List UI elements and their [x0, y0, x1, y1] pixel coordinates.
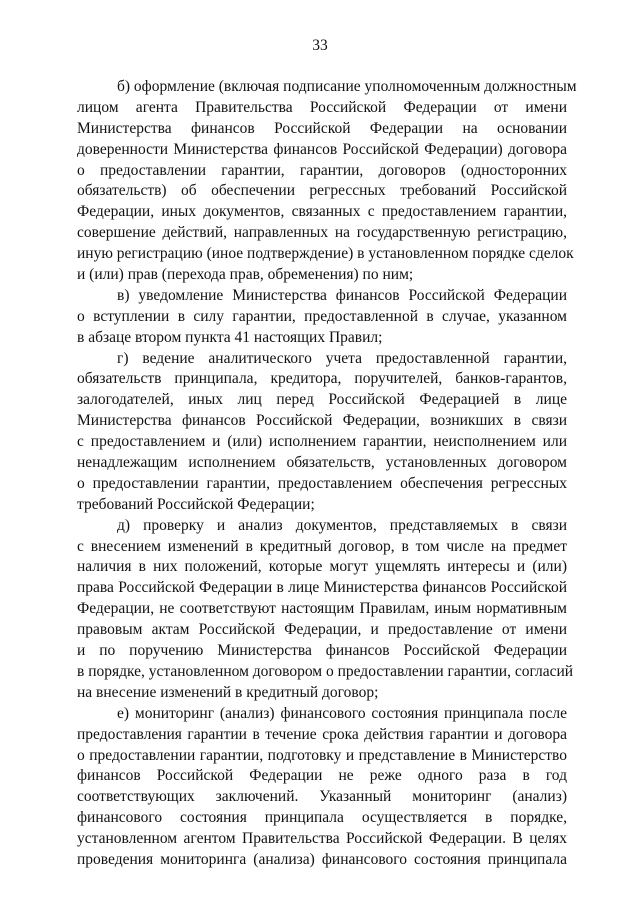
text-line: ненадлежащим исполнением обязательств, установленных договором [77, 454, 567, 472]
text-line: в абзаце втором пункта 41 настоящих Правил; [77, 328, 383, 346]
text-line: с внесением изменений в кредитный договор, в том числе на предмет [77, 537, 567, 555]
text-line: Министерства финансов Российской Федерации, возникших в связи [77, 412, 567, 430]
text-line: обязательств принципала, кредитора, поручителей, банков-гарантов, [77, 370, 567, 388]
text-line: Федерации, не соответствуют настоящим Правилам, иным нормативным [77, 600, 567, 618]
text-line: предоставления гарантии в течение срока действия гарантии и договора [77, 725, 567, 743]
text-line: лицом агента Правительства Российской Федерации от имени [77, 98, 567, 116]
text-line: правовым актам Российской Федерации, и предоставление от имени [77, 621, 567, 639]
text-line: права Российской Федерации в лице Министерства финансов Российской [77, 579, 567, 597]
text-line: д) проверку и анализ документов, представляемых в связи [117, 516, 567, 534]
text-line: залогодателей, иных лиц перед Российской Федерацией в лице [77, 391, 567, 409]
text-line: в) уведомление Министерства финансов Российской Федерации [117, 286, 567, 304]
text-line: наличия в них положений, которые могут ущемлять интересы и (или) [77, 558, 567, 576]
text-line: о предоставлении гарантии, подготовку и представление в Министерство [77, 746, 567, 764]
page-number: 33 [312, 37, 328, 54]
text-line: обязательств) об обеспечении регрессных требований Российской [77, 182, 567, 200]
text-line: установленном агентом Правительства Российской Федерации. В целях [77, 830, 567, 848]
text-line: Министерства финансов Российской Федерации на основании [77, 119, 567, 137]
text-line: Федерации, иных документов, связанных с предоставлением гарантии, [77, 203, 567, 221]
text-line: в порядке, установленном договором о предоставлении гарантии, согласий [77, 662, 574, 680]
text-line: требований Российской Федерации; [77, 495, 315, 513]
paragraph-d [77, 516, 574, 704]
text-line: и по поручению Министерства финансов Российской Федерации [77, 642, 567, 660]
text-line: с предоставлением и (или) исполнением гарантии, неисполнением или [77, 433, 567, 451]
document-body [77, 77, 577, 871]
text-line: о вступлении в силу гарантии, предоставленной в случае, указанном [77, 307, 567, 325]
text-line: финансов Российской Федерации не реже одного раза в год [77, 767, 567, 785]
text-line: е) мониторинг (анализ) финансового состояния принципала после [117, 704, 567, 722]
paragraph-e [77, 704, 567, 871]
text-line: финансового состояния принципала осуществляется в порядке, [77, 809, 567, 827]
text-line: иную регистрацию (иное подтверждение) в установленном порядке сделок [77, 245, 574, 263]
text-line: совершение действий, направленных на государственную регистрацию, [77, 224, 567, 242]
text-line: проведения мониторинга (анализа) финансового состояния принципала [77, 850, 567, 868]
paragraph-v [77, 286, 567, 349]
text-line: г) ведение аналитического учета предоставленной гарантии, [117, 349, 567, 367]
text-line: доверенности Министерства финансов Российской Федерации) договора [77, 140, 567, 158]
paragraph-b [77, 77, 577, 286]
text-line: на внесение изменений в кредитный договор; [77, 683, 379, 701]
text-line: соответствующих заключений. Указанный мониторинг (анализ) [77, 788, 567, 806]
text-line: о предоставлении гарантии, гарантии, договоров (односторонних [77, 161, 567, 179]
text-line: и (или) прав (перехода прав, обременения) по ним; [77, 266, 414, 284]
text-line: о предоставлении гарантии, предоставлением обеспечения регрессных [77, 474, 567, 492]
text-line: б) оформление (включая подписание уполномоченным должностным [117, 78, 577, 95]
paragraph-g [77, 349, 567, 516]
